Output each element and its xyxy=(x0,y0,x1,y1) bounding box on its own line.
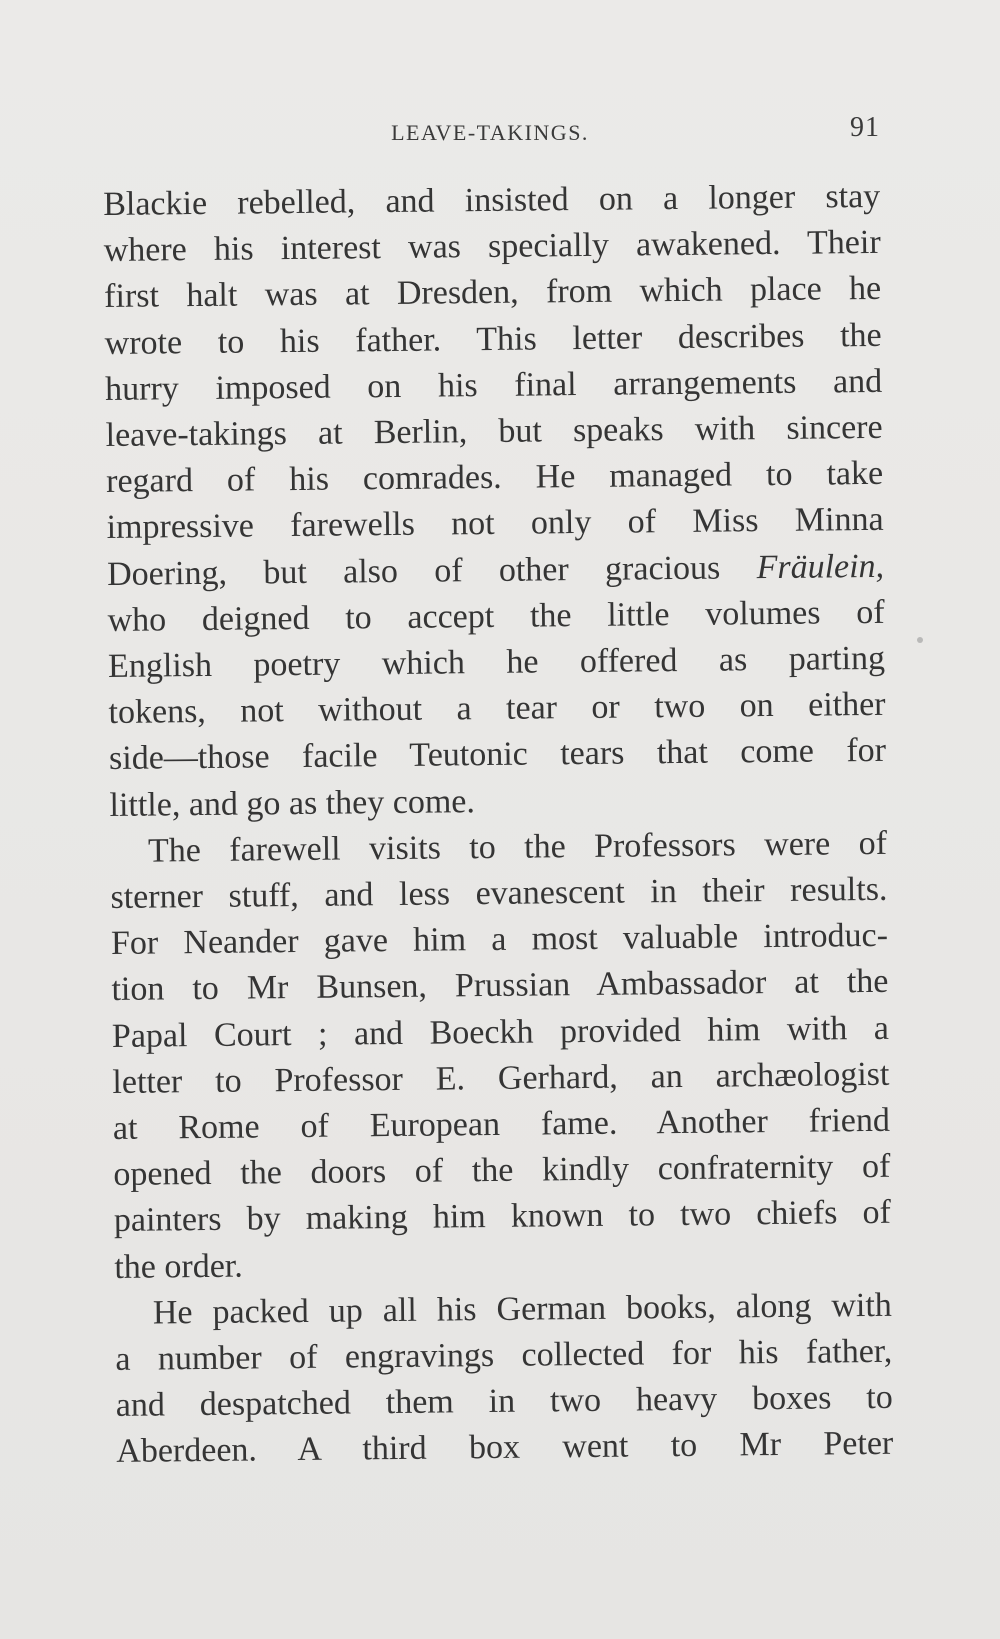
text-line: who deigned to accept the little volumes of xyxy=(107,593,885,639)
text-line: tion to Mr Bunsen, Prussian Ambassador at the xyxy=(111,963,889,1009)
italic-word: Fräulein, xyxy=(756,547,885,586)
text-line: regard of his comrades. He managed to take xyxy=(105,455,884,501)
text-fragment: Doering, but also of other gracious xyxy=(106,548,757,593)
text-line: sterner stuff, and less evanescent in their results. xyxy=(110,870,888,917)
text-line: He packed up all his German books, along with xyxy=(152,1286,892,1332)
page-number: 91 xyxy=(850,112,880,143)
text-line: English poetry which he offered as parting xyxy=(107,639,886,686)
paper-speck xyxy=(917,637,923,643)
text-line: opened the doors of the kindly confraternity of xyxy=(113,1148,891,1194)
text-line: letter to Professor E. Gerhard, an archæologist xyxy=(112,1055,890,1101)
running-title: LEAVE-TAKINGS. xyxy=(391,120,589,145)
text-line: and despatched them in two heavy boxes to xyxy=(115,1379,893,1425)
text-line: first halt was at Dresden, from which place he xyxy=(104,270,882,316)
text-line: painters by making him known to two chiefs of xyxy=(113,1194,892,1240)
text-line: where his interest was specially awakened. Their xyxy=(103,224,881,270)
body-text xyxy=(103,174,894,1476)
text-line: impressive farewells not only of Miss Minna xyxy=(106,501,884,547)
text-line: Papal Court ; and Boeckh provided him with a xyxy=(111,1009,890,1055)
text-line-with-italic xyxy=(107,543,884,597)
text-line: side—those facile Teutonic tears that come for xyxy=(108,732,887,778)
text-line: at Rome of European fame. Another friend xyxy=(112,1101,891,1148)
paragraph-2 xyxy=(110,821,892,1291)
text-line: Aberdeen. A third box went to Mr Peter xyxy=(116,1425,894,1471)
text-line: Blackie rebelled, and insisted on a longer stay xyxy=(103,177,881,223)
text-line: hurry imposed on his final arrangements and xyxy=(104,362,883,408)
text-line: the order. xyxy=(114,1247,243,1286)
text-line: little, and go as they come. xyxy=(109,782,476,824)
paragraph-3 xyxy=(115,1283,894,1476)
text-line: The farewell visits to the Professors were of xyxy=(147,824,888,870)
text-line: wrote to his father. This letter describes the xyxy=(104,316,882,362)
text-line: a number of engravings collected for his father, xyxy=(115,1332,893,1379)
text-line: For Neander gave him a most valuable introduc- xyxy=(110,917,889,963)
running-head xyxy=(100,110,880,150)
paragraph-1 xyxy=(103,174,887,829)
text-line: tokens, not without a tear or two on either xyxy=(108,686,886,732)
text-line: leave-takings at Berlin, but speaks with sincere xyxy=(105,408,883,455)
